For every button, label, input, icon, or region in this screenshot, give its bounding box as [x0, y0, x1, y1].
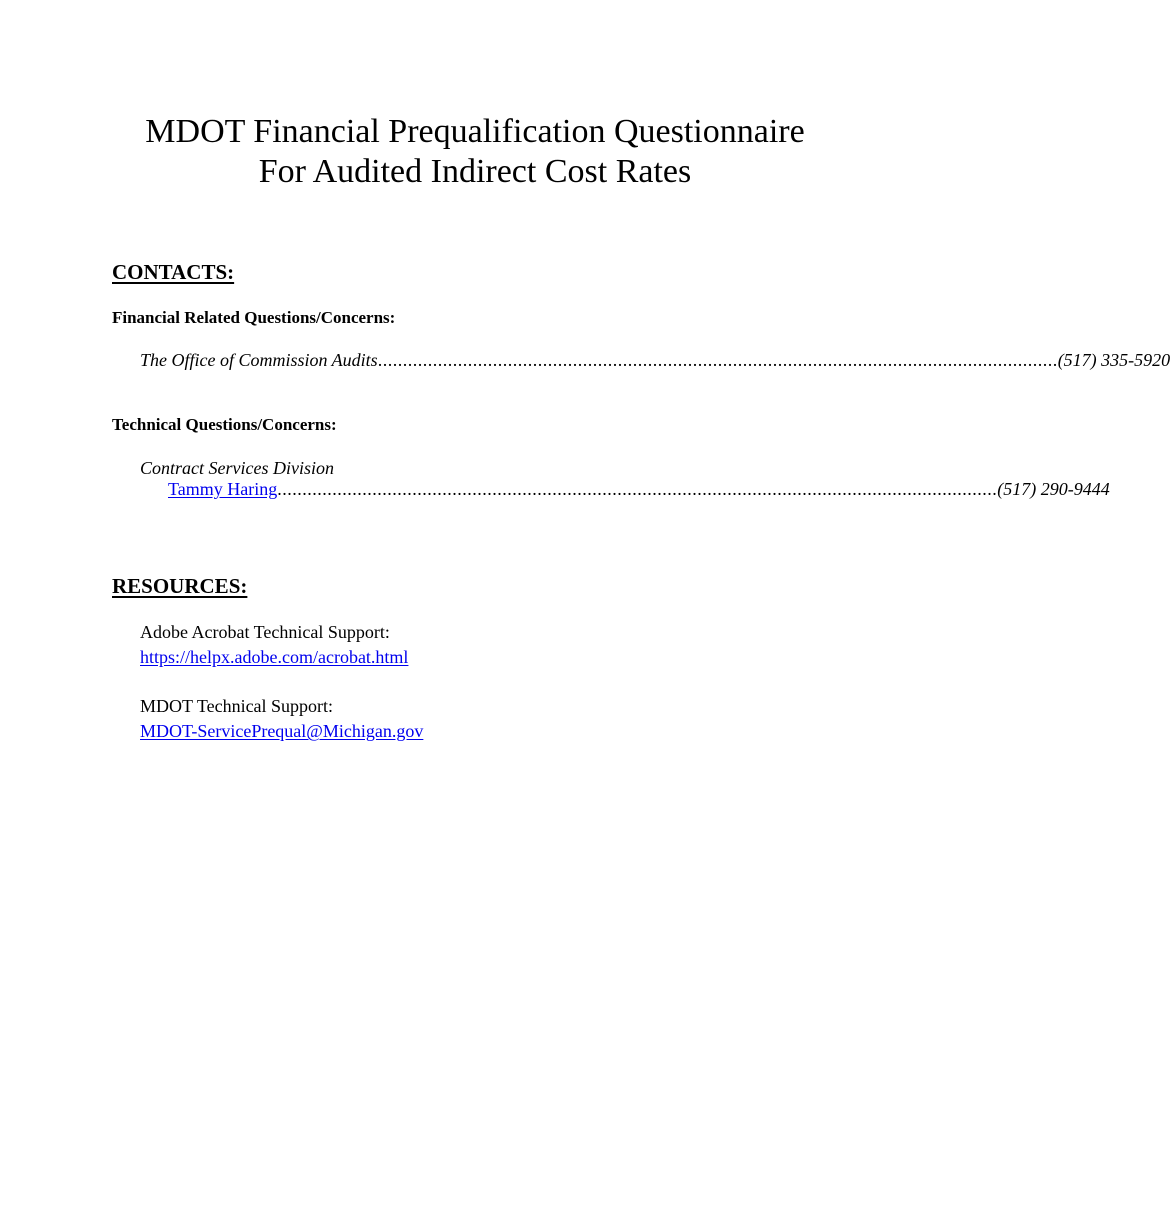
office-name: The Office of Commission Audits	[140, 350, 378, 370]
mdot-support-email-link[interactable]: MDOT-ServicePrequal@Michigan.gov	[140, 721, 424, 741]
adobe-support-label: Adobe Acrobat Technical Support:	[140, 622, 390, 642]
adobe-support-link-line	[140, 647, 408, 668]
title-line-1: MDOT Financial Prequalification Questionnaire	[145, 113, 805, 150]
financial-contact-row	[140, 350, 1170, 371]
adobe-support-link[interactable]: https://helpx.adobe.com/acrobat.html	[140, 647, 409, 667]
financial-questions-heading: Financial Related Questions/Concerns:	[112, 308, 396, 327]
financial-phone: (517) 335-5920	[1057, 350, 1170, 370]
technical-phone: (517) 290-9444	[997, 479, 1110, 499]
technical-questions-heading: Technical Questions/Concerns:	[112, 415, 337, 434]
dot-leader: ................................................................................................................................................	[277, 479, 998, 499]
technical-contact-row	[168, 479, 1110, 500]
tammy-haring-link[interactable]: Tammy Haring	[168, 479, 278, 499]
dot-leader: ........................................................................................................................................	[377, 350, 1058, 370]
mdot-support-label: MDOT Technical Support:	[140, 696, 334, 716]
title-line-2: For Audited Indirect Cost Rates	[258, 153, 692, 190]
division-name: Contract Services Division	[140, 458, 334, 478]
contacts-heading: CONTACTS:	[112, 260, 235, 284]
document-title	[0, 112, 950, 192]
mdot-support-email-line	[140, 721, 423, 742]
resources-heading: RESOURCES:	[112, 574, 248, 598]
